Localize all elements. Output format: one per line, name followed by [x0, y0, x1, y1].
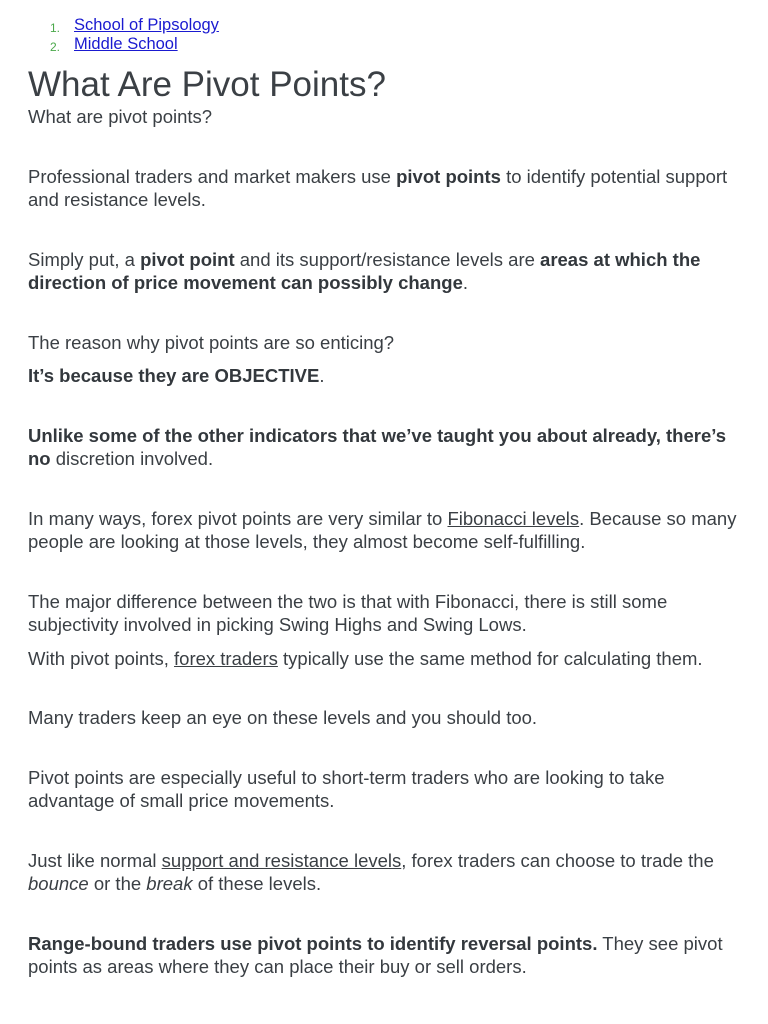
bold-text: Range-bound traders use pivot points to identify reversal points.: [28, 932, 598, 954]
text: .: [462, 272, 468, 293]
paragraph-professional-traders: [28, 165, 740, 212]
text: typically use the same method for calculating them.: [277, 647, 703, 669]
breadcrumb-number: 1.: [50, 21, 61, 35]
text: In many ways, forex pivot points are very similar to: [28, 507, 448, 529]
text: Professional traders and market makers use: [28, 165, 397, 187]
text: .: [319, 365, 325, 386]
paragraph-unlike-other-indicators: [28, 424, 740, 471]
breadcrumb: [28, 16, 740, 54]
paragraph-objective: [28, 364, 740, 388]
text: , forex traders can choose to trade the: [401, 849, 714, 871]
text: With pivot points,: [28, 647, 175, 669]
paragraph-range-bound-traders: [28, 932, 740, 979]
paragraph-bounce-or-break: [28, 849, 740, 896]
breadcrumb-item-school-of-pipsology: [50, 16, 740, 35]
text: to identify potential support and resistance levels.: [28, 165, 728, 210]
paragraph-short-term-traders: Pivot points are especially useful to short-term traders who are looking to take advantage of small price movements.: [28, 766, 665, 811]
paragraph-major-difference: The major difference between the two is that with Fibonacci, there is still some subjectivity involved in picking Swing Highs and Swing Lows.: [28, 590, 668, 635]
forex-traders-link[interactable]: forex traders: [174, 647, 278, 669]
bold-text: Unlike some of the other indicators that we’ve taught you about already, there’s no: [28, 424, 726, 469]
text: They see pivot points as areas where they can place their buy or sell orders.: [28, 932, 723, 977]
page-title: What Are Pivot Points?: [28, 65, 386, 104]
text: or the: [88, 873, 147, 894]
breadcrumb-number: 2.: [50, 40, 61, 54]
italic-text: bounce: [28, 873, 89, 894]
text: of these levels.: [192, 873, 322, 894]
paragraph-keep-an-eye: Many traders keep an eye on these levels and you should too.: [28, 707, 538, 728]
breadcrumb-link-school-of-pipsology[interactable]: School of Pipsology: [74, 16, 219, 34]
bold-text: pivot points: [396, 165, 501, 187]
text: and its support/resistance levels are: [234, 248, 541, 270]
text: Simply put, a: [28, 248, 141, 270]
fibonacci-levels-link[interactable]: Fibonacci levels: [447, 507, 580, 529]
article-page: [28, 0, 740, 979]
paragraph-fibonacci-comparison: [28, 507, 740, 554]
paragraph-with-pivot-points: [28, 647, 740, 671]
bold-text: It’s because they are: [28, 365, 215, 386]
text: Just like normal: [28, 849, 162, 871]
breadcrumb-item-middle-school: [50, 35, 740, 54]
bold-text: OBJECTIVE: [214, 365, 320, 386]
bold-text: pivot point: [140, 248, 235, 270]
text: discretion involved.: [50, 448, 214, 469]
italic-text: break: [146, 873, 193, 894]
support-resistance-levels-link[interactable]: support and resistance levels: [161, 849, 402, 871]
article-subtitle: What are pivot points?: [28, 106, 213, 127]
text: . Because so many people are looking at those levels, they almost become self-fulfilling.: [28, 507, 737, 552]
bold-text: areas at which the direction of price movement can possibly change: [28, 248, 701, 293]
breadcrumb-link-middle-school[interactable]: Middle School: [74, 35, 178, 53]
paragraph-simply-put: [28, 248, 740, 295]
paragraph-reason-why: The reason why pivot points are so enticing?: [28, 331, 395, 353]
